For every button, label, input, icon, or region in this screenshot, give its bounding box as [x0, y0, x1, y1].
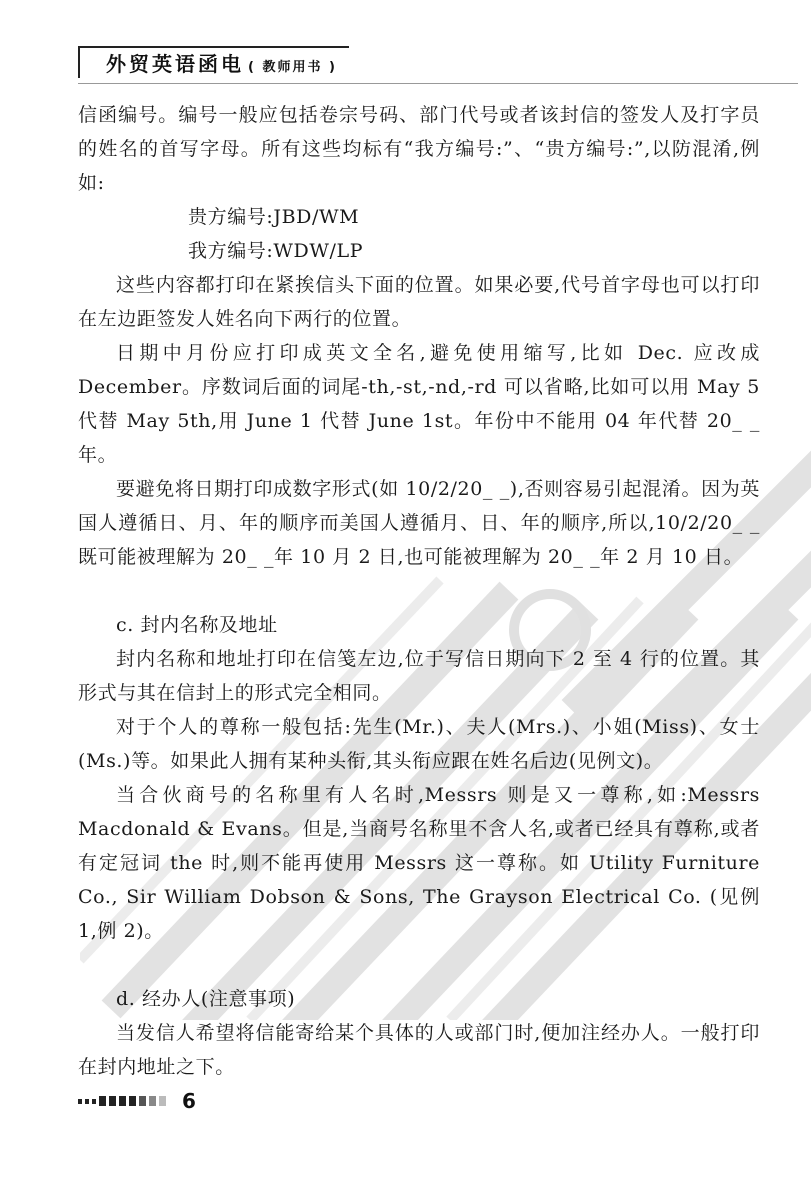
header-frame [78, 46, 349, 78]
header-rule [78, 83, 798, 84]
example-line: 我方编号:WDW/LP [188, 240, 364, 262]
page-footer [78, 1086, 196, 1116]
paragraph: 当合伙商号的名称里有人名时,Messrs 则是又一尊称,如:Messrs Macdonald & Evans。但是,当商号名称里不含人名,或者已经具有尊称,或者有定冠词 the 时,则不能再使用 Messrs 这一尊称。如 Utility Furniture Co., Sir William Dobson & Sons, The Grayson Electrical Co. (见例 1,例 2)。 [78, 784, 760, 942]
running-header [78, 38, 798, 86]
paragraph: 这些内容都打印在紧挨信头下面的位置。如果必要,代号首字母也可以打印在左边距签发人姓名向下两行的位置。 [78, 274, 760, 330]
paragraph: 对于个人的尊称一般包括:先生(Mr.)、夫人(Mrs.)、小姐(Miss)、女士(Ms.)等。如果此人拥有某种头衔,其头衔应跟在姓名后边(见例文)。 [78, 716, 760, 772]
book-title: 外贸英语函电 [106, 52, 244, 76]
book-subtitle: ( 教师用书 ) [248, 60, 337, 75]
section-heading: c. 封内名称及地址 [116, 614, 278, 636]
section-gap [78, 574, 760, 608]
section-heading: d. 经办人(注意事项) [116, 988, 296, 1010]
paragraph: 信函编号。编号一般应包括卷宗号码、部门代号或者该封信的签发人及打字员的姓名的首写字母。所有这些均标有“我方编号:”、“贵方编号:”,以防混淆,例如: [78, 104, 760, 194]
body-text [78, 98, 760, 1084]
footer-ornament [78, 1096, 166, 1106]
page-number: 6 [182, 1089, 196, 1113]
paragraph: 封内名称和地址打印在信笺左边,位于写信日期向下 2 至 4 行的位置。其形式与其在信封上的形式完全相同。 [78, 648, 760, 704]
paragraph: 要避免将日期打印成数字形式(如 10/2/20_ _),否则容易引起混淆。因为英国人遵循日、月、年的顺序而美国人遵循月、日、年的顺序,所以,10/2/20_ _既可能被理解为 20_ _年 10 月 2 日,也可能被理解为 20_ _年 2 月 10 日。 [78, 478, 760, 568]
paragraph: 当发信人希望将信能寄给某个具体的人或部门时,便加注经办人。一般打印在封内地址之下。 [78, 1022, 760, 1078]
section-gap [78, 948, 760, 982]
example-line: 贵方编号:JBD/WM [188, 206, 360, 228]
paragraph: 日期中月份应打印成英文全名,避免使用缩写,比如 Dec. 应改成 December。序数词后面的词尾-th,-st,-nd,-rd 可以省略,比如可以用 May 5 代替 May 5th,用 June 1 代替 June 1st。年份中不能用 04 年代替 20_ _年。 [78, 342, 760, 466]
